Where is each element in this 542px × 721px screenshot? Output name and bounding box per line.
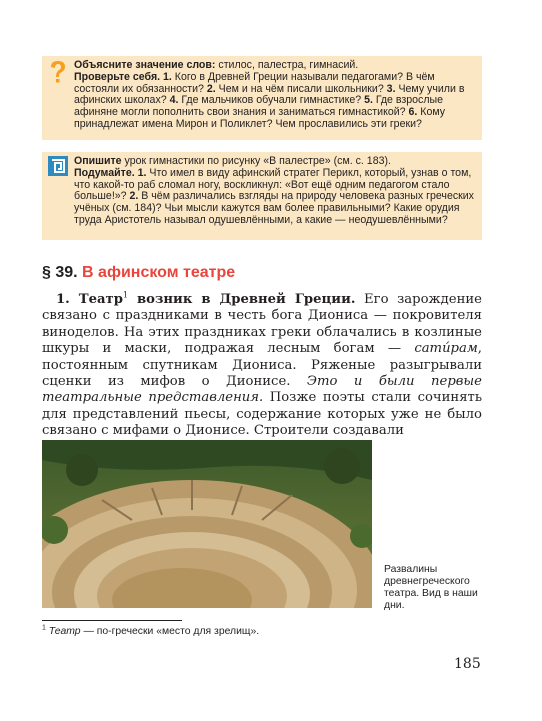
think-lead: Подумайте. — [74, 166, 135, 179]
question-4: Где мальчиков обучали гимнастике? — [178, 94, 362, 107]
emphasis-text: Это и были первые театральные представления. — [42, 374, 482, 406]
question-mark-icon — [48, 60, 68, 86]
question-2: Чем и на чём писали школьники? — [215, 82, 384, 95]
photo-caption: Развалины древнегреческого театра. Вид в наши дни. — [384, 564, 478, 611]
paragraph-1 — [42, 292, 482, 440]
q-number: 2. — [203, 82, 216, 95]
q-number: 4. — [166, 94, 179, 107]
q-number: 5. — [361, 94, 373, 107]
q-number: 1. — [160, 70, 172, 83]
page-number: 185 — [454, 656, 481, 672]
question-3: Чему учили в афинских школах? — [74, 82, 465, 107]
think-question-1: Что имел в виду афинский стратег Перикл, который, узнав о том, что какой-то раб сломал ногу, воскликнул: «Вот ещё одним педагогом стало больше!»? — [74, 166, 472, 203]
satyr-term: сати́рам — [414, 341, 478, 357]
review-text — [74, 60, 476, 131]
instruction-text: стилос, палестра, гимнасий. — [215, 59, 359, 71]
text-part-2: , постоянным спутникам Диониса. Ряженые разыгрывали сценки из мифов о Дионисе. — [42, 341, 482, 390]
question-6: Кому принадлежат имена Мирон и Поликлет? Чем прославились эти греки? — [74, 106, 446, 130]
think-text — [74, 156, 476, 227]
q-number: 2. — [126, 190, 139, 203]
footnote-text: — по-гречески «место для зрелищ». — [80, 626, 260, 637]
q-number: 1. — [134, 166, 147, 179]
section-number: § 39. — [42, 264, 78, 281]
section-heading — [42, 264, 235, 282]
q-number: 3. — [383, 82, 396, 95]
greek-key-icon — [48, 156, 68, 176]
check-lead: Проверьте себя. — [74, 70, 161, 83]
footnote-ref: 1 — [122, 290, 129, 300]
text-part-1: Его зарождение связано с праздниками в честь бога Диониса — покровителя виноделов. На этих праздниках греки облачались в козлиные шкуры и маски, подражая лесным богам — — [42, 292, 482, 357]
review-box — [42, 56, 482, 140]
describe-text: урок гимнастики по рисунку «В палестре» (см. с. 183). — [121, 155, 391, 167]
lead-statement: возник в Древней Греции. — [128, 292, 356, 307]
think-box — [42, 152, 482, 240]
describe-lead: Опишите — [74, 155, 122, 167]
theatre-ruins-photo — [42, 440, 372, 608]
think-question-2: В чём различались взгляды на природу человека разных греческих учёных (см. 184)? Чьи мысли кажутся вам более правильными? Какие орудия труда Аристотель называл одушевлёнными, а какие — неодушевлёнными? — [74, 190, 474, 226]
footnote-number: 1 — [42, 624, 46, 632]
question-5: Где взрослые афиняне могли пополнить свои знания и заниматься гимнастикой? — [74, 94, 444, 119]
section-title: В афинском театре — [82, 264, 236, 281]
theatre-illustration — [42, 440, 372, 608]
q-number: 6. — [405, 106, 418, 119]
question-1: Кого в Древней Греции называли педагогами? В чём состояли их обязанности? — [74, 70, 435, 95]
body-text — [42, 292, 482, 440]
text-part-3: Позже поэты стали сочинять для представлений пьесы, содержание которых уже не было связано с мифами о Дионисе. Строители создавали — [42, 390, 483, 439]
footnote-divider — [42, 620, 182, 621]
lead-term: Театр — [69, 292, 123, 307]
instruction-lead: Объясните значение слов: — [74, 59, 216, 71]
footnote — [42, 626, 259, 637]
paragraph-number: 1. — [56, 292, 70, 307]
footnote-term: Театр — [45, 626, 81, 637]
